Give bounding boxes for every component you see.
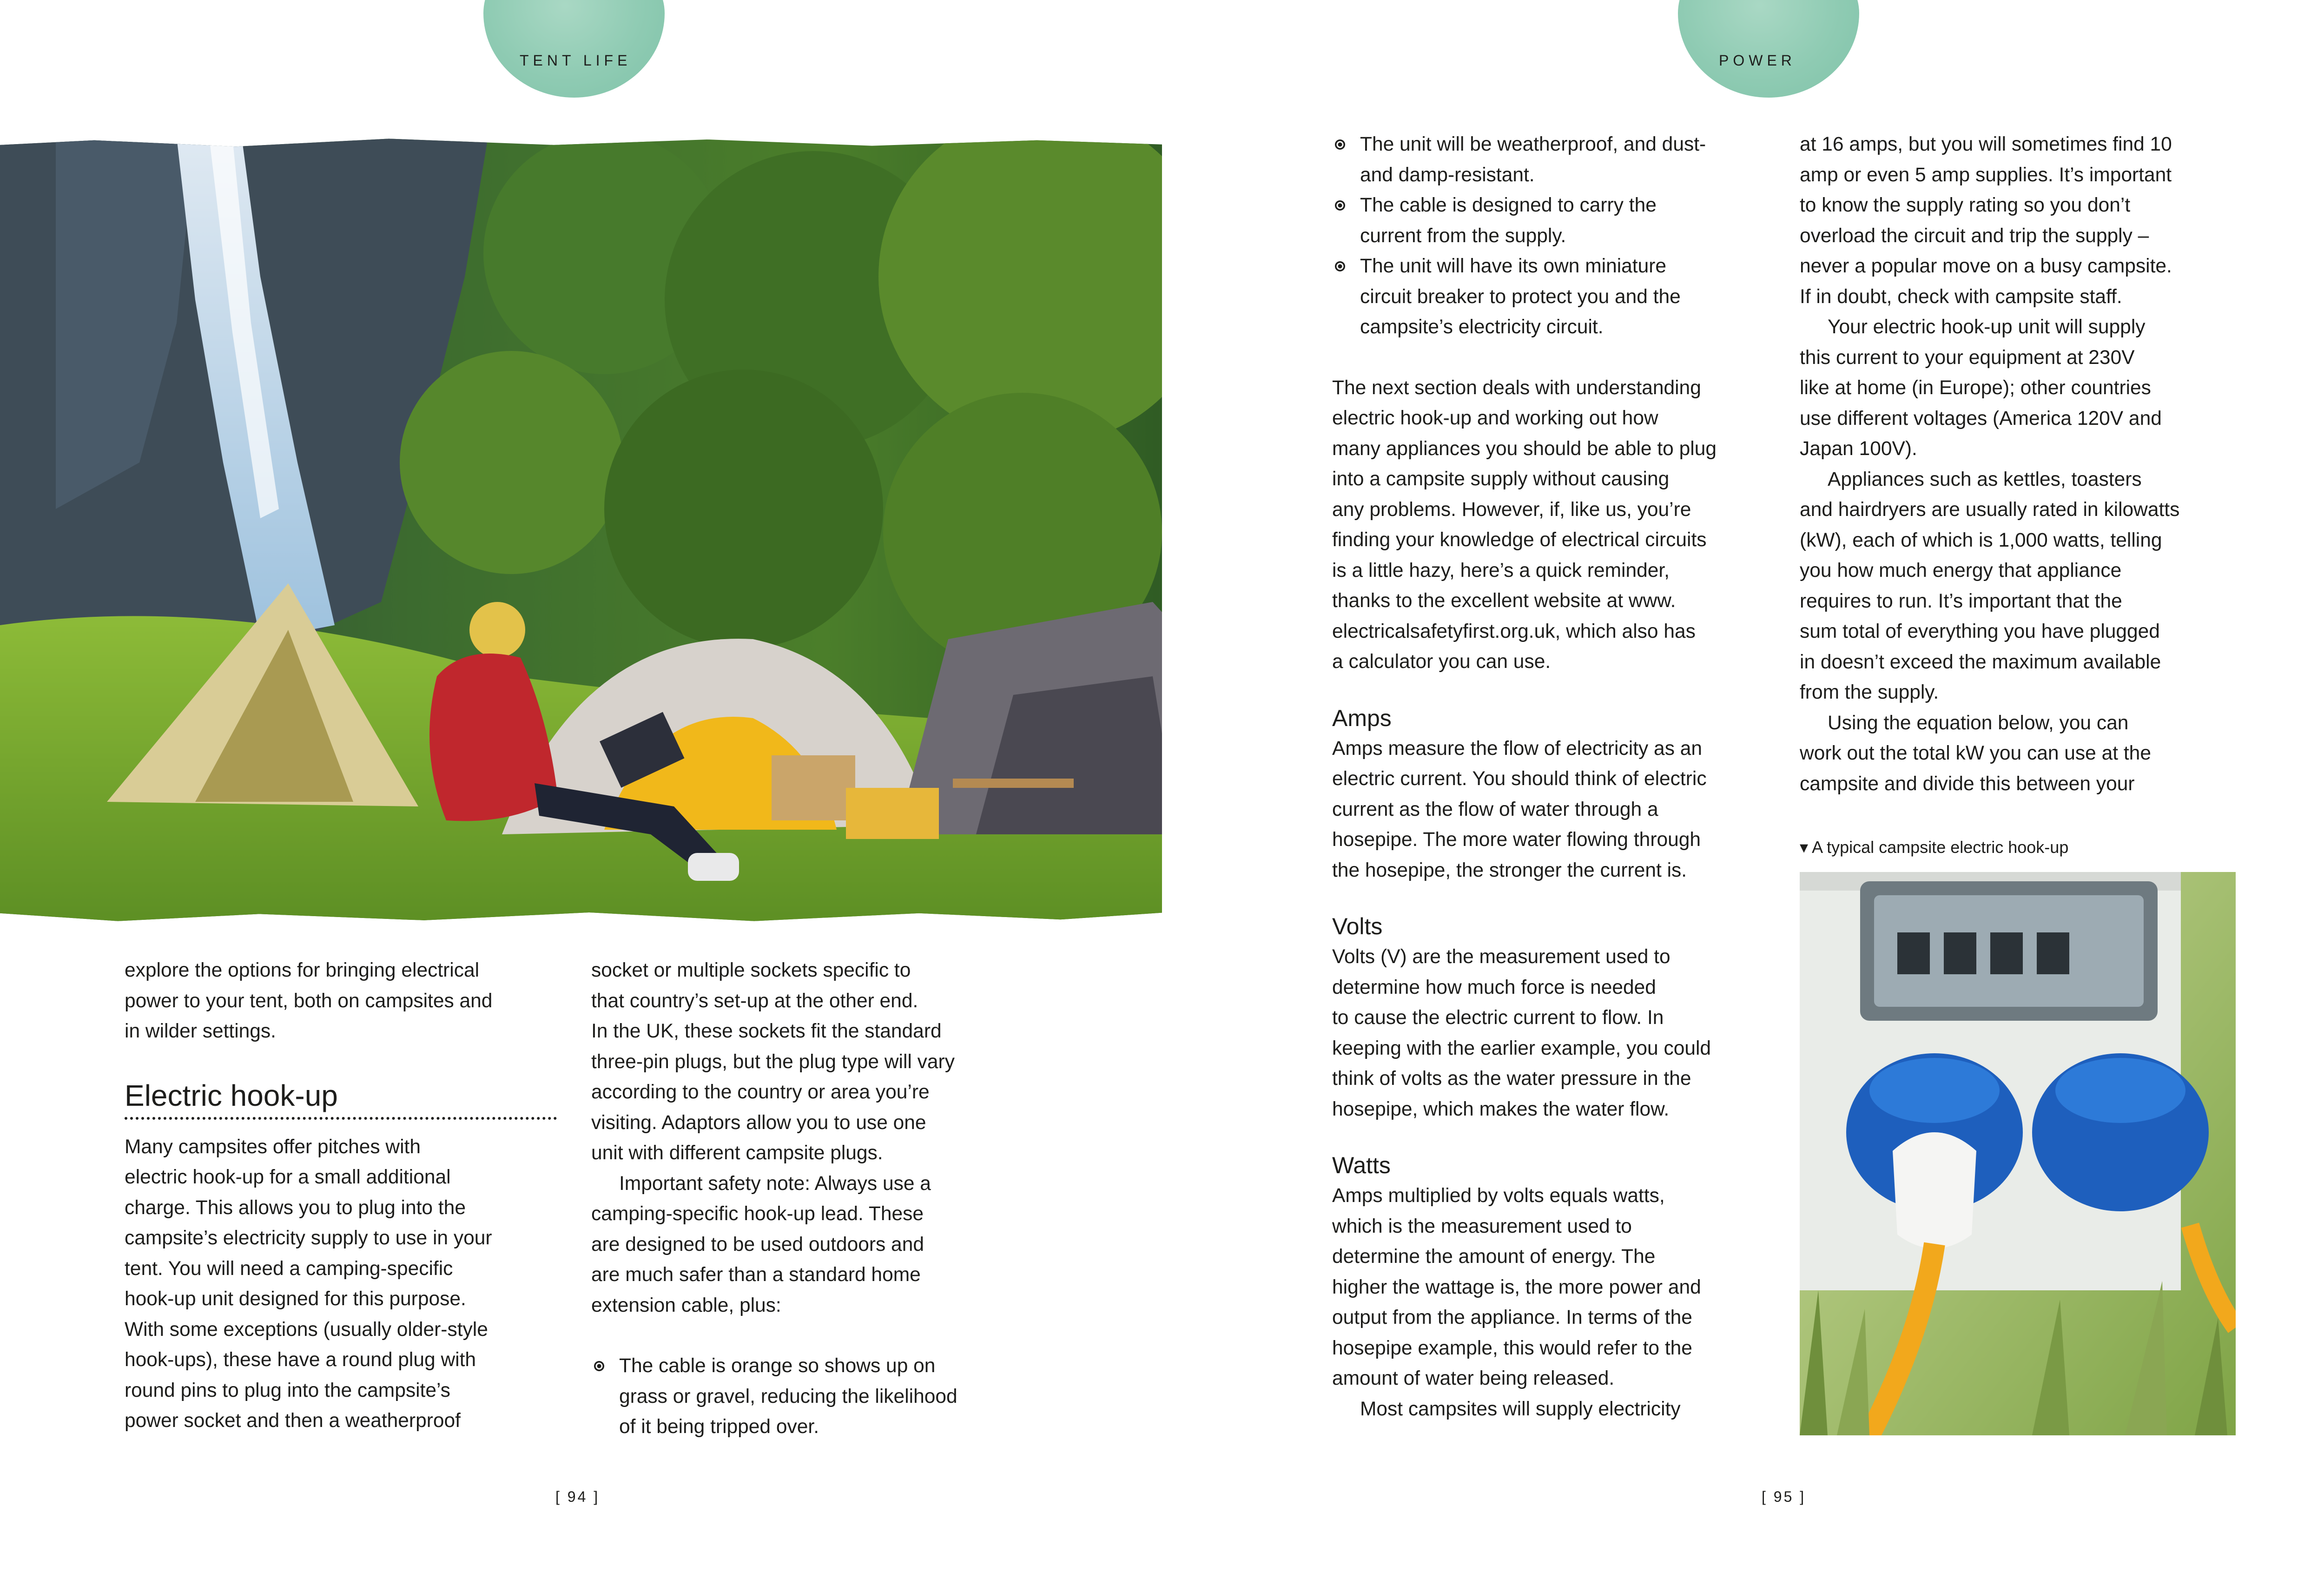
spacer [1332, 885, 1778, 911]
body-line: any problems. However, if, like us, you’re [1332, 498, 1691, 521]
body-line: Using the equation below, you can [1828, 712, 2129, 734]
body-line: to know the supply rating so you don’t [1800, 194, 2131, 216]
body-line: requires to run. It’s important that the [1800, 590, 2122, 612]
body-line: Many campsites offer pitches with [125, 1136, 421, 1158]
header-watercolor-blob [1678, 0, 1859, 98]
running-head: POWER [1719, 52, 1796, 69]
body-line: socket or multiple sockets specific to [591, 959, 911, 981]
body-line: are designed to be used outdoors and [591, 1233, 924, 1255]
body-line: unit with different campsite plugs. [591, 1142, 883, 1164]
bullet-line: and damp-resistant. [1360, 164, 1535, 186]
body-line: which is the measurement used to [1332, 1215, 1632, 1237]
bullet-list [1332, 129, 1778, 343]
body-line: hook-ups), these have a round plug with [125, 1349, 476, 1371]
body-line: hosepipe. The more water flowing through [1332, 829, 1701, 851]
body-line: hosepipe, which makes the water flow. [1332, 1098, 1670, 1120]
body-line: Amps multiplied by volts equals watts, [1332, 1185, 1665, 1207]
camping-photo [0, 137, 1162, 923]
body-line: keeping with the earlier example, you could [1332, 1037, 1711, 1059]
bullet-item [591, 1351, 1028, 1442]
bullet-line: The cable is designed to carry the [1360, 194, 1657, 216]
page-number: [ 94 ] [555, 1488, 600, 1505]
body-line: With some exceptions (usually older-style [125, 1318, 488, 1341]
body-line: at 16 amps, but you will sometimes find 10 [1800, 133, 2172, 155]
bullet-list [591, 1351, 1028, 1442]
body-line: Your electric hook-up unit will supply [1828, 316, 2146, 338]
body-line: (kW), each of which is 1,000 watts, telling [1800, 529, 2162, 551]
intro-line: explore the options for bringing electrical [125, 959, 480, 981]
intro-line: power to your tent, both on campsites and [125, 990, 493, 1012]
body-line: thanks to the excellent website at www. [1332, 590, 1676, 612]
body-line: hosepipe example, this would refer to the [1332, 1337, 1692, 1359]
body-line: many appliances you should be able to plug [1332, 437, 1717, 460]
body-line: campsite’s electricity supply to use in your [125, 1227, 492, 1249]
body-line: think of volts as the water pressure in the [1332, 1068, 1691, 1090]
body-line: into a campsite supply without causing [1332, 468, 1670, 490]
body-line: camping-specific hook-up lead. These [591, 1203, 924, 1225]
right-page [1162, 0, 2324, 1572]
body-line: from the supply. [1800, 681, 1939, 703]
bullet-item [1332, 190, 1778, 251]
left-column-2 [591, 955, 1028, 1442]
body-line: three-pin plugs, but the plug type will vary [591, 1050, 955, 1073]
body-line: electric current. You should think of electric [1332, 768, 1707, 790]
body-line: to cause the electric current to flow. In [1332, 1007, 1664, 1029]
bullet-line: The unit will be weatherproof, and dust- [1360, 133, 1706, 155]
spacer [1332, 343, 1778, 373]
body-line: this current to your equipment at 230V [1800, 346, 2135, 369]
bullet-line: The cable is orange so shows up on [619, 1355, 936, 1377]
body-line: like at home (in Europe); other countries [1800, 377, 2151, 399]
body-line: never a popular move on a busy campsite. [1800, 255, 2172, 277]
body-line: according to the country or area you’re [591, 1081, 930, 1103]
body-line: electricalsafetyfirst.org.uk, which also has [1332, 620, 1696, 642]
body-line: visiting. Adaptors allow you to use one [591, 1111, 926, 1134]
body-line: tent. You will need a camping-specific [125, 1257, 453, 1280]
spacer [1332, 1124, 1778, 1150]
body-line: Appliances such as kettles, toasters [1828, 468, 2142, 490]
body-line: power socket and then a weatherproof [125, 1410, 461, 1432]
body-line: are much safer than a standard home [591, 1264, 921, 1286]
dotted-rule [125, 1117, 557, 1120]
bullet-line: grass or gravel, reducing the likelihood [619, 1385, 957, 1407]
body-line: If in doubt, check with campsite staff. [1800, 285, 2122, 308]
body-line: and hairdryers are usually rated in kilowatts [1800, 499, 2180, 521]
body-line: Japan 100V). [1800, 438, 1917, 460]
body-line: Volts (V) are the measurement used to [1332, 946, 1670, 968]
watts-heading: Watts [1332, 1152, 1391, 1178]
body-line: overload the circuit and trip the supply – [1800, 225, 2149, 247]
spacer [591, 1321, 1028, 1351]
body-line: higher the wattage is, the more power and [1332, 1276, 1701, 1298]
body-line: electric hook-up for a small additional [125, 1166, 451, 1188]
bullet-line: campsite’s electricity circuit. [1360, 316, 1604, 338]
header-watercolor-blob [483, 0, 665, 98]
bullet-line: current from the supply. [1360, 225, 1566, 247]
body-line: hook-up unit designed for this purpose. [125, 1288, 466, 1310]
right-column-2 [1800, 129, 2246, 799]
bullet-item [1332, 129, 1778, 190]
bullet-line: The unit will have its own miniature [1360, 255, 1667, 277]
body-line: In the UK, these sockets fit the standard [591, 1020, 942, 1042]
bullet-line: of it being tripped over. [619, 1416, 819, 1438]
body-line: finding your knowledge of electrical circuits [1332, 529, 1707, 551]
left-column-1 [125, 955, 571, 1436]
body-line: campsite and divide this between your [1800, 773, 2135, 795]
running-head: TENT LIFE [520, 52, 632, 69]
body-line: charge. This allows you to plug into the [125, 1196, 466, 1219]
body-line: Amps measure the flow of electricity as an [1332, 737, 1703, 760]
body-line: determine how much force is needed [1332, 976, 1656, 998]
volts-heading: Volts [1332, 913, 1383, 939]
body-line: output from the appliance. In terms of the [1332, 1307, 1692, 1328]
body-line: amount of water being released. [1332, 1367, 1615, 1389]
photo-caption: ▾ A typical campsite electric hook-up [1800, 838, 2069, 857]
body-line: you how much energy that appliance [1800, 560, 2122, 581]
body-line: electric hook-up and working out how [1332, 407, 1658, 429]
bullet-item [1332, 251, 1778, 343]
body-line: the hosepipe, the stronger the current is. [1332, 859, 1687, 881]
page-number: [ 95 ] [1762, 1488, 1806, 1505]
body-line: that country’s set-up at the other end. [591, 990, 918, 1012]
body-line: current as the flow of water through a [1332, 798, 1658, 820]
body-line: extension cable, plus: [591, 1294, 781, 1316]
body-line: Important safety note: Always use a [619, 1172, 931, 1195]
bullet-line: circuit breaker to protect you and the [1360, 285, 1681, 308]
spacer [1332, 677, 1778, 703]
body-line: work out the total kW you can use at the [1800, 742, 2151, 764]
amps-heading: Amps [1332, 705, 1392, 731]
body-line: The next section deals with understanding [1332, 376, 1701, 399]
body-line: sum total of everything you have plugged [1800, 621, 2160, 642]
body-line: determine the amount of energy. The [1332, 1246, 1656, 1268]
body-line: amp or even 5 amp supplies. It’s important [1800, 164, 2172, 186]
intro-line: in wilder settings. [125, 1020, 276, 1042]
right-column-1 [1332, 129, 1778, 1424]
body-line: a calculator you can use. [1332, 651, 1551, 673]
body-line: use different voltages (America 120V and [1800, 407, 2162, 429]
body-line: round pins to plug into the campsite’s [125, 1379, 450, 1401]
body-line: is a little hazy, here’s a quick reminder, [1332, 559, 1670, 581]
section-heading: Electric hook-up [125, 1078, 338, 1112]
body-line: in doesn’t exceed the maximum available [1800, 651, 2161, 673]
body-line: Most campsites will supply electricity [1360, 1398, 1681, 1420]
hookup-photo [1800, 872, 2236, 1435]
spacer [125, 1047, 571, 1077]
